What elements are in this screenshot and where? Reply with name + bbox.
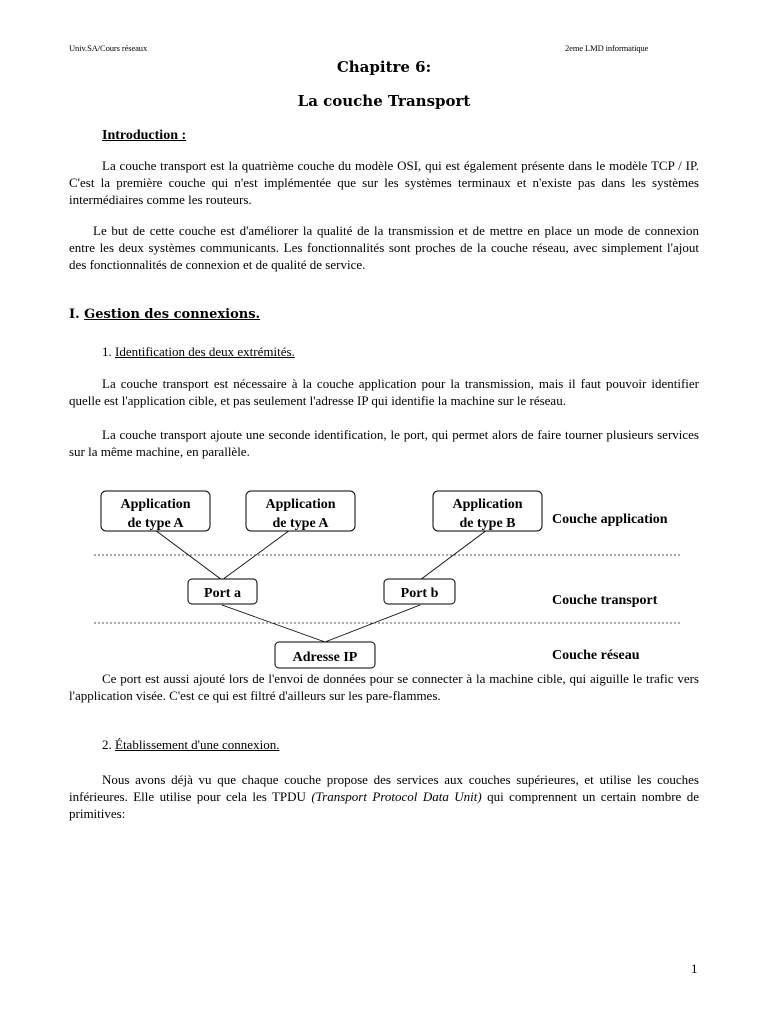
subsection-2-heading — [102, 737, 279, 753]
subsection-2-title: Établissement d'une connexion. — [115, 737, 280, 752]
app-1-line-2: de type A — [127, 516, 184, 531]
port-a-label: Port a — [204, 586, 241, 601]
ip-label: Adresse IP — [292, 650, 358, 665]
subsection-2-number: 2. — [102, 737, 112, 752]
subsection-2-text-after: qui comprennent un certain nombre de primitives: — [69, 789, 699, 821]
subsection-1-number: 1. — [102, 344, 112, 359]
subsection-1-paragraph-2: La couche transport ajoute une seconde identification, le port, qui permet alors de faire tourner plusieurs services sur la même machine, en parallèle. — [69, 427, 699, 459]
layer-label-network: Couche réseau — [552, 648, 640, 663]
header-left: Univ.SA/Cours réseaux — [69, 43, 148, 53]
section-1-title: Gestion des connexions. — [84, 307, 261, 322]
section-1-number: I. — [69, 307, 80, 322]
introduction-heading: Introduction : — [102, 128, 187, 143]
introduction-paragraph-2: Le but de cette couche est d'améliorer la qualité de la transmission et de mettre en place un mode de connexion entre les deux systèmes communicants. Les fonctionnalités sont proches de la couche réseau, avec simplement l'ajout des fonctionnalités de connexion et de qualité de service. — [69, 223, 699, 272]
introduction-paragraph-1: La couche transport est la quatrième couche du modèle OSI, qui est également présente dans le modèle TCP / IP. C'est la première couche qui n'est implémentée que sur les systèmes terminaux et n'existe pas dans les systèmes intermédiaires comme les routeurs. — [69, 158, 699, 207]
subsection-2-text-italic: (Transport Protocol Data Unit) — [311, 789, 482, 804]
app-3-line-2: de type B — [459, 516, 516, 531]
port-explanation-paragraph: Ce port est aussi ajouté lors de l'envoi de données pour se connecter à la machine cible, qui aiguille le trafic vers l'application visée. C'est ce qui est filtré d'ailleurs sur les pare-flammes. — [69, 671, 699, 703]
app-3-line-1: Application — [452, 497, 523, 512]
app-1-line-1: Application — [120, 497, 191, 512]
subsection-1-paragraph-1: La couche transport est nécessaire à la couche application pour la transmission, mais il faut pouvoir identifier quelle est l'application cible, et pas seulement l'adresse IP qui identifie la machine sur le réseau. — [69, 376, 699, 408]
layer-label-application: Couche application — [552, 512, 668, 527]
connector-porta-ip — [222, 605, 325, 642]
app-2-line-1: Application — [265, 497, 336, 512]
subsection-2-paragraph — [69, 771, 699, 822]
subsection-1-title: Identification des deux extrémités. — [115, 344, 295, 359]
chapter-title: Chapitre 6: — [336, 58, 432, 76]
layer-label-transport: Couche transport — [552, 593, 658, 608]
app-2-line-2: de type A — [272, 516, 329, 531]
header-right: 2eme LMD informatique — [565, 43, 649, 53]
chapter-subtitle: La couche Transport — [297, 92, 471, 110]
subsection-2-text-before: Nous avons déjà vu que chaque couche propose des services aux couches supérieures, et utilise les couches inférieures. Elle utilise pour cela les TPDU — [69, 772, 699, 804]
port-b-label: Port b — [400, 586, 439, 601]
page-number: 1 — [691, 961, 698, 976]
